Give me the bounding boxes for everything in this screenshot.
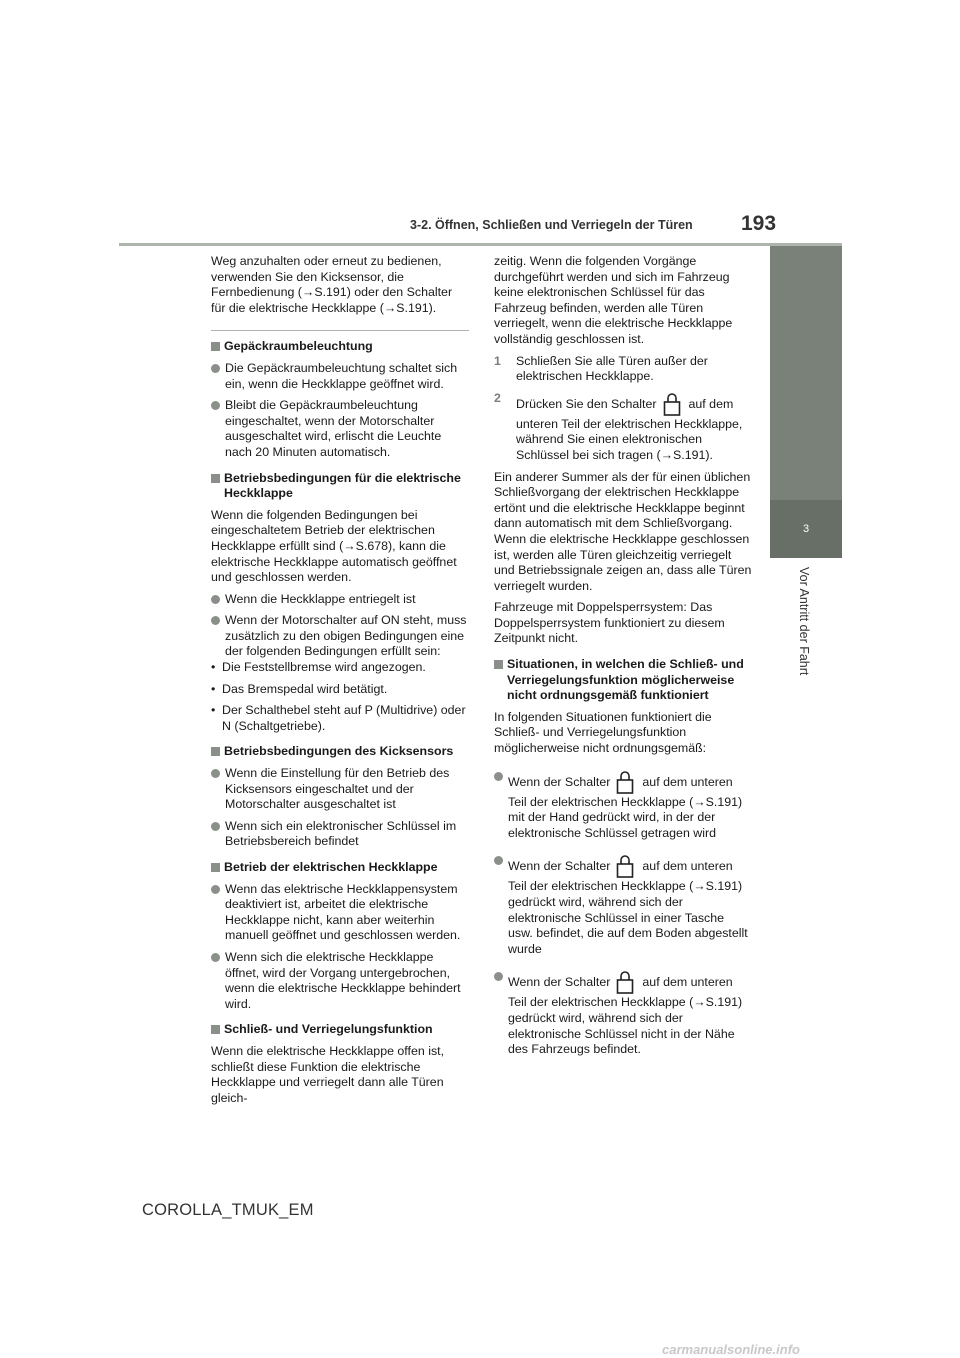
list-item: Die Gepäckraumbeleuchtung schaltet sich ein, wenn die Heckklappe geöffnet wird. [211,361,469,392]
tailgate-lock-icon [663,391,681,417]
divider [211,330,469,331]
paragraph: In folgenden Situationen funktioniert die Schließ- und Verriegelungsfunktion möglicherweise nicht ordnungsgemäß: [494,709,712,756]
item-text: Wenn der Schalter [508,859,611,874]
step-text: unteren Teil der elektrischen Heckklappe, während Sie einen elektronischen Schlüssel bei sich tragen (→S.191). [516,416,743,462]
list-item: Wenn der Motorschalter auf ON steht, muss zusätzlich zu den obigen Bedingungen eine der folgenden Bedingungen erfüllt sein: [211,613,469,660]
list-item [494,969,752,1057]
chapter-label: Vor Antritt der Fahrt [797,567,811,676]
step-number: 2 [494,390,501,405]
header-rule [119,243,842,246]
heading-operating-conditions: Betriebsbedingungen für die elektrische Heckklappe [211,471,469,502]
side-bar [770,246,842,500]
intro-paragraph: Weg anzuhalten oder erneut zu bedienen, verwenden Sie den Kicksensor, die Fernbedienung (→S.191) oder den Schalter für die elektrische Heckklappe (→S.191). [211,254,453,315]
item-text: Wenn der Schalter [508,774,611,789]
item-text: auf dem unteren [642,859,733,874]
section-title: 3-2. Öffnen, Schließen und Verriegeln der Türen [410,218,693,232]
list-item: Wenn das elektrische Heckklappensystem deaktiviert ist, arbeitet die elektrische Heckklappe nicht, kann aber weiterhin manuell geöffnet und geschlossen werden. [211,882,469,944]
item-text: Wenn der Schalter [508,975,611,990]
step-1 [494,354,752,385]
heading-luggage-light: Gepäckraumbeleuchtung [211,339,469,355]
list-item: Wenn sich ein elektronischer Schlüssel im Betriebsbereich befindet [211,819,469,850]
step-text: auf dem [688,396,734,411]
watermark: carmanualsonline.info [662,1342,800,1357]
heading-lock-function: Schließ- und Verriegelungsfunktion [211,1022,469,1038]
list-item: Bleibt die Gepäckraumbeleuchtung eingeschaltet, wenn der Motorschalter ausgeschaltet wird, erlischt die Leuchte nach 20 Minuten automatisch. [211,398,469,460]
item-text: Teil der elektrischen Heckklappe (→S.191) gedrückt wird, während sich der elektronische Schlüssel in einer Tasche usw. befindet, die auf dem Boden abgestellt wurde [508,879,748,956]
item-text: Teil der elektrischen Heckklappe (→S.191) mit der Hand gedrückt wird, in der der elektronische Schlüssel getragen wird [508,794,743,840]
list-item: Wenn die Einstellung für den Betrieb des Kicksensors eingeschaltet und der Motorschalter ausgeschaltet ist [211,766,469,813]
step-2 [494,391,752,464]
right-column [494,254,752,1064]
paragraph: Ein anderer Summer als der für einen üblichen Schließvorgang der elektrischen Heckklappe ertönt und die elektrische Heckklappe beginnt dann automatisch mit dem Schließvorgang. Wenn die elektrische Heckklappe geschlossen ist, werden alle Türen gleichzeitig verriegelt und Betriebssignale zeigen an, dass alle Türen verriegelt wurden. [494,469,752,593]
step-text: Drücken Sie den Schalter [516,396,657,411]
item-text: auf dem unteren [642,774,733,789]
paragraph: Wenn die folgenden Bedingungen bei eingeschaltetem Betrieb der elektrischen Heckklappe erfüllt sind (→S.678), kann die elektrische Heckklappe automatisch geöffnet und geschlossen werden. [211,507,457,585]
step-number: 1 [494,353,501,368]
footer-model: COROLLA_TMUK_EM [142,1201,314,1219]
left-column [211,254,469,1112]
heading-tailgate-operation: Betrieb der elektrischen Heckklappe [211,860,469,876]
sub-list-item: • Der Schalthebel steht auf P (Multidrive) oder N (Schaltgetriebe). [211,703,469,734]
list-item: Wenn die Heckklappe entriegelt ist [211,592,469,608]
sub-list-item: • Das Bremspedal wird betätigt. [211,682,469,698]
item-text: auf dem unteren [642,975,733,990]
page-number: 193 [741,212,777,235]
sub-list-item: • Die Feststellbremse wird angezogen. [211,660,469,676]
tailgate-lock-icon [616,769,634,795]
list-item [494,853,752,957]
paragraph: Fahrzeuge mit Doppelsperrsystem: Das Doppelsperrsystem funktioniert zu diesem Zeitpunkt nicht. [494,600,725,646]
list-item [494,769,752,842]
step-text: Schließen Sie alle Türen außer der elektrischen Heckklappe. [516,353,708,384]
paragraph: Wenn die elektrische Heckklappe offen ist, schließt diese Funktion die elektrische Heckklappe und verriegelt dann alle Türen gleich- [211,1043,445,1105]
heading-kick-sensor: Betriebsbedingungen des Kicksensors [211,744,469,760]
heading-malfunction-situations: Situationen, in welchen die Schließ- und Verriegelungsfunktion möglicherweise nicht ordnungsgemäß funktioniert [494,657,752,704]
item-text: Teil der elektrischen Heckklappe (→S.191) gedrückt wird, während sich der elektronische Schlüssel nicht in der Nähe des Fahrzeugs befindet. [508,995,743,1057]
paragraph: zeitig. Wenn die folgenden Vorgänge durchgeführt werden und sich im Fahrzeug keine elektronischen Schlüssel für das Fahrzeug befinden, werden alle Türen verriegelt, wenn die elektrische Heckklappe vollständig geschlossen ist. [494,254,733,346]
list-item: Wenn sich die elektrische Heckklappe öffnet, wird der Vorgang untergebrochen, wenn die elektrische Heckklappe behindert wird. [211,950,469,1012]
tailgate-lock-icon [616,969,634,995]
chapter-tab[interactable]: 3 [770,500,842,558]
tailgate-lock-icon [616,853,634,879]
